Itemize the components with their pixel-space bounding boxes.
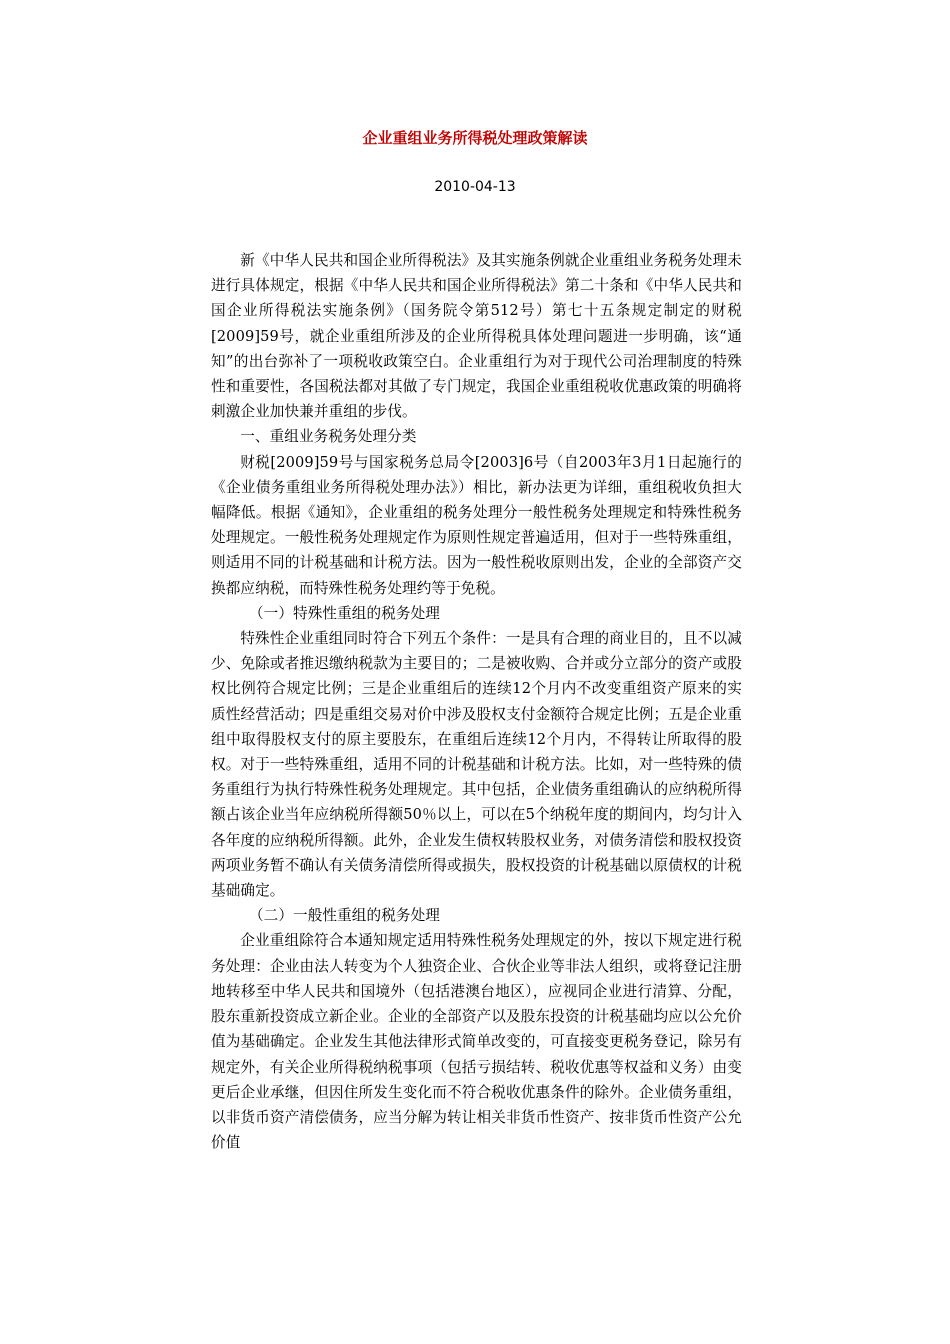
subsection-heading-general: （二）一般性重组的税务处理 xyxy=(248,907,440,925)
document-date: 2010-04-13 xyxy=(434,179,516,195)
subsection-heading-special: （一）特殊性重组的税务处理 xyxy=(248,604,440,622)
document-title: 企业重组业务所得税处理政策解读 xyxy=(362,129,588,147)
paragraph-special: 特殊性企业重组同时符合下列五个条件：一是具有合理的商业目的，且不以减少、免除或者推迟缴纳税款为主要目的；二是被收购、合并或分立部分的资产或股权比例符合规定比例；三是企业重组后的连续12个月内不改变重组资产原来的实质性经营活动；四是重组交易对价中涉及股权支付金额符合规定比例；五是企业重组中取得股权支付的原主要股东，在重组后连续12个月内，不得转让所取得的股权。对于一些特殊重组，适用不同的计税基础和计税方法。比如，对一些特殊的债务重组行为执行特殊性税务处理规定。其中包括，企业债务重组确认的应纳税所得额占该企业当年应纳税所得额50％以上，可以在5个纳税年度的期间内，均匀计入各年度的应纳税所得额。此外，企业发生债权转股权业务，对债务清偿和股权投资两项业务暂不确认有关债务清偿所得或损失，股权投资的计税基础以原债权的计税基础确定。 xyxy=(211,630,742,900)
paragraph-intro: 新《中华人民共和国企业所得税法》及其实施条例就企业重组业务税务处理未进行具体规定，根据《中华人民共和国企业所得税法》第二十条和《中华人民共和国企业所得税法实施条例》（国务院令第512号）第七十五条规定制定的财税[2009]59号，就企业重组所涉及的企业所得税具体处理问题进一步明确，该“通知”的出台弥补了一项税收政策空白。企业重组行为对于现代公司治理制度的特殊性和重要性，各国税法都对其做了专门规定，我国企业重组税收优惠政策的明确将刺激企业加快兼并重组的步伐。 xyxy=(211,252,742,421)
document-body xyxy=(211,248,742,1155)
section-heading-1: 一、重组业务税务处理分类 xyxy=(240,428,417,446)
paragraph-classification: 财税[2009]59号与国家税务总局令[2003]6号（自2003年3月1日起施行的《企业债务重组业务所得税处理办法》）相比，新办法更为详细，重组税收负担大幅降低。根据《通知》，企业重组的税务处理分一般性税务处理规定和特殊性税务处理规定。一般性税务处理规定作为原则性规定普遍适用，但对于一些特殊重组，则适用不同的计税基础和计税方法。因为一般性税收原则出发，企业的全部资产交换都应纳税，而特殊性税务处理约等于免税。 xyxy=(211,453,742,597)
paragraph-general: 企业重组除符合本通知规定适用特殊性税务处理规定的外，按以下规定进行税务处理：企业由法人转变为个人独资企业、合伙企业等非法人组织，或将登记注册地转移至中华人民共和国境外（包括港澳台地区），应视同企业进行清算、分配，股东重新投资成立新企业。企业的全部资产以及股东投资的计税基础均应以公允价值为基础确定。企业发生其他法律形式简单改变的，可直接变更税务登记，除另有规定外，有关企业所得税纳税事项（包括亏损结转、税收优惠等权益和义务）由变更后企业承继，但因住所发生变化而不符合税收优惠条件的除外。企业债务重组，以非货币资产清偿债务，应当分解为转让相关非货币性资产、按非货币性资产公允价值 xyxy=(211,932,742,1152)
